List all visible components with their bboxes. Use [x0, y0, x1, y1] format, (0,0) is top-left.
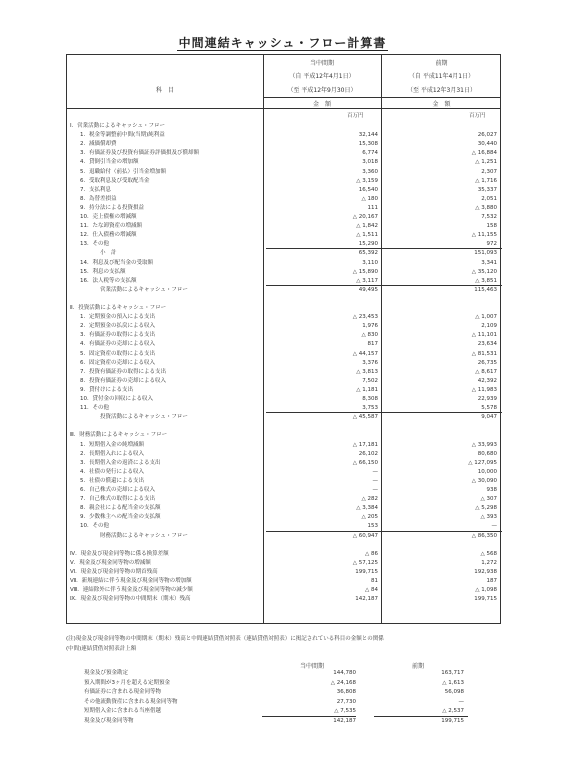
row-prior-amount: △ 3,851 — [475, 277, 497, 284]
row-label: 9．少数株主への配当金の支払額 — [80, 514, 161, 521]
row-label: 6．受取利息及び受取配当金 — [80, 177, 150, 184]
row-label: 1．定期預金の預入による支出 — [80, 314, 156, 321]
row-prior-amount: △ 393 — [480, 514, 497, 521]
note-row-prior: 56,098 — [444, 689, 464, 696]
row-label: 営業活動によるキャッシュ・フロー — [100, 286, 188, 293]
row-prior-amount: 42,392 — [477, 377, 497, 384]
row-label: 投資活動によるキャッシュ・フロー — [100, 414, 188, 421]
note-row — [84, 687, 464, 697]
row-prior-amount: △ 81,531 — [471, 350, 497, 357]
row-current-amount: △ 1,842 — [356, 223, 378, 230]
row-prior-amount: 26,027 — [477, 132, 497, 139]
row-current-amount: △ 84 — [365, 587, 378, 594]
note-line-1: (注)現金及び現金同等物の中間期末（期末）残高と中間連結貸借対照表（連結貸借対照表）に掲記されている科目の金額との関係 — [66, 636, 384, 642]
subtotal-rule — [266, 285, 384, 286]
row-label: 13．その他 — [80, 241, 109, 248]
row-prior-amount: 30,440 — [477, 141, 497, 148]
row-prior-amount: 158 — [486, 223, 497, 230]
row-label: 2．減価償却費 — [80, 141, 117, 148]
row-current-amount: △ 3,117 — [356, 277, 378, 284]
row-prior-amount: 22,939 — [477, 396, 497, 402]
row-current-amount: 153 — [367, 523, 378, 530]
row-prior-amount: △ 33,993 — [471, 441, 497, 448]
row-prior-amount: △ 8,617 — [475, 368, 497, 375]
row-prior-amount: △ 30,090 — [471, 477, 497, 484]
row-label: Ⅳ．現金及び現金同等物に係る換算差額 — [70, 550, 169, 557]
row-current-amount: 8,308 — [362, 396, 378, 402]
row-prior-amount: — — [491, 523, 497, 530]
section-row — [66, 594, 501, 604]
row-current-amount: △ 20,167 — [352, 214, 378, 220]
row-current-amount: 3,110 — [362, 259, 378, 266]
note-row-current: 36,808 — [336, 689, 356, 696]
row-current-amount: 15,290 — [358, 241, 378, 248]
note-row — [84, 697, 464, 707]
row-prior-amount: 2,307 — [481, 168, 497, 175]
row-current-amount: △ 180 — [361, 195, 378, 202]
subtotal-rule — [266, 248, 384, 249]
row-current-amount: 26,102 — [358, 450, 378, 457]
row-prior-amount: △ 3,880 — [475, 204, 497, 211]
row-prior-amount: 1,272 — [481, 559, 497, 566]
row-prior-amount: 938 — [486, 487, 497, 493]
row-prior-amount: 10,000 — [477, 468, 497, 475]
row-current-amount: 49,495 — [358, 286, 378, 293]
row-label: 7．投資有価証券の取得による支出 — [80, 368, 167, 375]
row-current-amount: 32,144 — [358, 132, 378, 139]
row-current-amount: 1,976 — [362, 323, 378, 330]
current-period-header: 当中間期 — [309, 60, 334, 67]
note-row-label: 現金及び預金勘定 — [84, 670, 129, 676]
row-current-amount: 3,753 — [362, 405, 378, 412]
row-prior-amount: 151,093 — [474, 250, 497, 257]
row-prior-amount: 2,051 — [481, 195, 497, 202]
row-current-amount: △ 1,511 — [356, 232, 378, 239]
row-current-amount: △ 86 — [365, 550, 378, 557]
row-prior-amount: 187 — [486, 578, 497, 584]
row-current-amount: △ 57,125 — [352, 559, 378, 566]
prior-period-to: （至 平成12年3月31日） — [407, 87, 476, 94]
row-current-amount: 111 — [367, 204, 378, 211]
row-label: 6．自己株式の売却による収入 — [80, 487, 156, 493]
row-label: 8．投資有価証券の売却による収入 — [80, 377, 167, 384]
row-label: 4．有価証券の売却による収入 — [80, 341, 156, 348]
row-current-amount: △ 3,384 — [356, 505, 378, 512]
row-current-amount: △ 66,150 — [352, 459, 378, 466]
note-line-2: (中間)連結貸借対照表計上額 — [66, 646, 137, 652]
row-label: 1．短期借入金の純増減額 — [80, 441, 145, 448]
header-divider — [263, 97, 500, 98]
current-period-from: （自 平成12年4月1日） — [289, 73, 355, 80]
note-row-prior: — — [458, 698, 464, 705]
row-prior-amount: 3,341 — [481, 259, 497, 266]
row-prior-amount: 35,337 — [477, 186, 497, 193]
row-label: 小 計 — [100, 250, 117, 257]
unit-current: 百万円 — [347, 113, 364, 119]
row-current-amount: △ 45,587 — [352, 414, 378, 421]
note-row-current: 142,187 — [333, 718, 356, 724]
row-current-amount: 15,308 — [358, 141, 378, 148]
row-label: Ⅱ．投資活動によるキャッシュ・フロー — [70, 305, 167, 311]
row-label: 12．仕入債務の増減額 — [80, 232, 137, 239]
row-current-amount: 3,018 — [362, 159, 378, 166]
row-label: 1．税金等調整前中間(当期)純利益 — [80, 132, 165, 139]
subtotal-rule — [384, 531, 502, 532]
prior-period-from: （自 平成11年4月1日） — [408, 73, 475, 80]
row-current-amount: △ 15,890 — [352, 268, 378, 275]
note-row-current: △ 24,168 — [330, 679, 356, 686]
unit-prior: 百万円 — [469, 113, 486, 119]
row-label: 5．社債の償還による支出 — [80, 477, 145, 484]
row-label: 9．貸付けによる支出 — [80, 386, 133, 393]
row-prior-amount: △ 307 — [480, 496, 497, 503]
note-row — [84, 716, 464, 726]
row-label: 3．有価証券の取得による支出 — [80, 332, 156, 339]
row-current-amount: △ 3,159 — [356, 177, 378, 184]
subtotal-rule — [266, 412, 384, 413]
row-current-amount: 817 — [367, 341, 378, 348]
row-label: 財務活動によるキャッシュ・フロー — [100, 532, 188, 539]
row-current-amount: 3,376 — [362, 359, 378, 366]
row-label: 4．貸倒引当金の増加額 — [80, 159, 139, 166]
row-label: 8．為替差損益 — [80, 195, 117, 202]
row-label: 7．自己株式の取得による支出 — [80, 496, 156, 503]
row-label: 3．有価証券及び投資有価証券評価損及び償却額 — [80, 150, 200, 157]
note-current-header: 当中間期 — [300, 663, 325, 670]
row-prior-amount: 7,532 — [481, 214, 497, 220]
row-current-amount: △ 44,157 — [352, 350, 378, 357]
row-prior-amount: 2,109 — [481, 323, 497, 330]
row-current-amount: △ 23,453 — [352, 314, 378, 321]
row-prior-amount: 192,938 — [474, 568, 497, 575]
row-current-amount: △ 1,181 — [356, 386, 378, 393]
note-row-prior: 163,717 — [441, 670, 464, 676]
row-label: 3．長期借入金の返済による支出 — [80, 459, 161, 466]
note-row-prior: △ 1,613 — [442, 679, 464, 686]
row-label: Ⅸ．現金及び現金同等物の中間期末（期末）残高 — [70, 596, 191, 603]
current-amount-header: 金 額 — [312, 101, 331, 108]
row-label: 4．社債の発行による収入 — [80, 468, 145, 475]
row-prior-amount: △ 1,098 — [475, 587, 497, 594]
row-current-amount: △ 3,813 — [356, 368, 378, 375]
row-label: 16．法人税等の支払額 — [80, 277, 137, 284]
row-current-amount: △ 205 — [361, 514, 378, 521]
row-current-amount: 199,715 — [355, 568, 378, 575]
row-prior-amount: 9,047 — [481, 414, 497, 421]
row-prior-amount: 972 — [486, 241, 497, 248]
row-prior-amount: 26,735 — [477, 359, 497, 366]
row-current-amount: △ 282 — [361, 496, 378, 503]
row-current-amount: △ 830 — [361, 332, 378, 339]
row-current-amount: 81 — [371, 578, 378, 584]
note-row — [84, 706, 464, 716]
row-prior-amount: 199,715 — [474, 596, 497, 603]
row-label: 9．持分法による投資損益 — [80, 204, 145, 211]
row-label: 11．たな卸資産の増減額 — [80, 223, 142, 230]
row-prior-amount: △ 5,298 — [475, 505, 497, 512]
note-row-label: 現金及び現金同等物 — [84, 718, 134, 724]
note-prior-header: 前期 — [412, 663, 425, 670]
row-label: 14．利息及び配当金の受取額 — [80, 259, 153, 266]
item-column-header: 科 目 — [155, 87, 174, 94]
row-current-amount: — — [372, 468, 378, 475]
row-prior-amount: △ 568 — [480, 550, 497, 557]
prior-amount-header: 金 額 — [432, 101, 451, 108]
row-prior-amount: △ 127,095 — [468, 459, 497, 466]
header-bottom-line — [67, 108, 500, 109]
row-label: Ⅵ．現金及び現金同等物の期首残高 — [70, 568, 158, 575]
row-prior-amount: △ 86,350 — [471, 532, 497, 539]
note-row-current: 27,730 — [336, 698, 356, 705]
row-prior-amount: 5,578 — [481, 405, 497, 412]
current-period-to: （至 平成12年9月30日） — [287, 87, 357, 94]
note-row-label: その他流動資産に含まれる現金同等物 — [84, 698, 178, 705]
note-total-rule — [262, 716, 356, 717]
row-label: 2．長期借入れによる収入 — [80, 450, 145, 457]
note-row-prior: 199,715 — [441, 718, 464, 724]
row-current-amount: — — [372, 477, 378, 484]
row-prior-amount: △ 11,983 — [471, 386, 497, 393]
row-current-amount: 16,540 — [358, 186, 378, 193]
row-current-amount: △ 60,947 — [352, 532, 378, 539]
note-row — [84, 668, 464, 678]
row-label: 8．親会社による配当金の支払額 — [80, 505, 161, 512]
row-label: Ⅷ．連結除外に伴う現金及び現金同等物の減少額 — [70, 587, 193, 594]
row-label: 10．貸付金の回収による収入 — [80, 396, 153, 402]
row-prior-amount: △ 11,101 — [471, 332, 497, 339]
subtotal-rule — [384, 248, 502, 249]
row-prior-amount: 115,463 — [474, 286, 497, 293]
note-row-prior: △ 2,537 — [442, 708, 464, 715]
note-row-label: 短期借入金に含まれる当座借越 — [84, 708, 162, 715]
row-current-amount: 7,502 — [362, 377, 378, 384]
row-label: 6．固定資産の売却による収入 — [80, 359, 156, 366]
note-row-label: 有価証券に含まれる現金同等物 — [84, 689, 162, 696]
row-prior-amount: △ 16,884 — [471, 150, 497, 157]
note-total-rule — [374, 716, 468, 717]
subtotal-rule — [266, 531, 384, 532]
row-prior-amount: △ 1,716 — [475, 177, 497, 184]
row-current-amount: 142,187 — [355, 596, 378, 603]
row-label: Ⅰ．営業活動によるキャッシュ・フロー — [70, 123, 166, 129]
row-current-amount: 6,774 — [362, 150, 378, 157]
note-row — [84, 678, 464, 688]
subtotal-rule — [384, 285, 502, 286]
row-label: 15．利息の支払額 — [80, 268, 126, 275]
row-current-amount: 3,360 — [362, 168, 378, 175]
row-prior-amount: △ 1,007 — [475, 314, 497, 321]
note-row-current: △ 7,535 — [334, 708, 356, 715]
row-label: Ⅶ．新規連結に伴う現金及び現金同等物の増加額 — [70, 578, 192, 584]
row-prior-amount: △ 11,155 — [471, 232, 497, 239]
subtotal-rule — [384, 412, 502, 413]
row-label: 10．その他 — [80, 523, 109, 530]
row-current-amount: 65,392 — [358, 250, 378, 257]
row-prior-amount: △ 1,251 — [475, 159, 497, 166]
row-current-amount: △ 17,181 — [352, 441, 378, 448]
row-label: 2．定期預金の払戻による収入 — [80, 323, 156, 330]
row-label: 5．固定資産の取得による支出 — [80, 350, 156, 357]
row-label: 7．支払利息 — [80, 186, 111, 193]
row-prior-amount: △ 35,120 — [471, 268, 497, 275]
row-label: 10．売上債権の増減額 — [80, 214, 137, 220]
row-label: 5．退職給付（前払）引当金増加額 — [80, 168, 167, 175]
row-prior-amount: 80,680 — [477, 450, 497, 457]
row-label: Ⅲ．財務活動によるキャッシュ・フロー — [70, 432, 168, 439]
note-row-label: 預入期間が3ヶ月を超える定期預金 — [84, 679, 171, 686]
row-current-amount: — — [372, 487, 378, 493]
row-prior-amount: 23,634 — [477, 341, 497, 348]
prior-period-header: 前期 — [435, 60, 448, 67]
row-label: 11．その他 — [80, 405, 109, 412]
page-title: 中間連結キャッシュ・フロー計算書 — [178, 36, 387, 50]
note-row-current: 144,780 — [333, 670, 356, 676]
row-label: Ⅴ．現金及び現金同等物の増減額 — [70, 559, 151, 566]
